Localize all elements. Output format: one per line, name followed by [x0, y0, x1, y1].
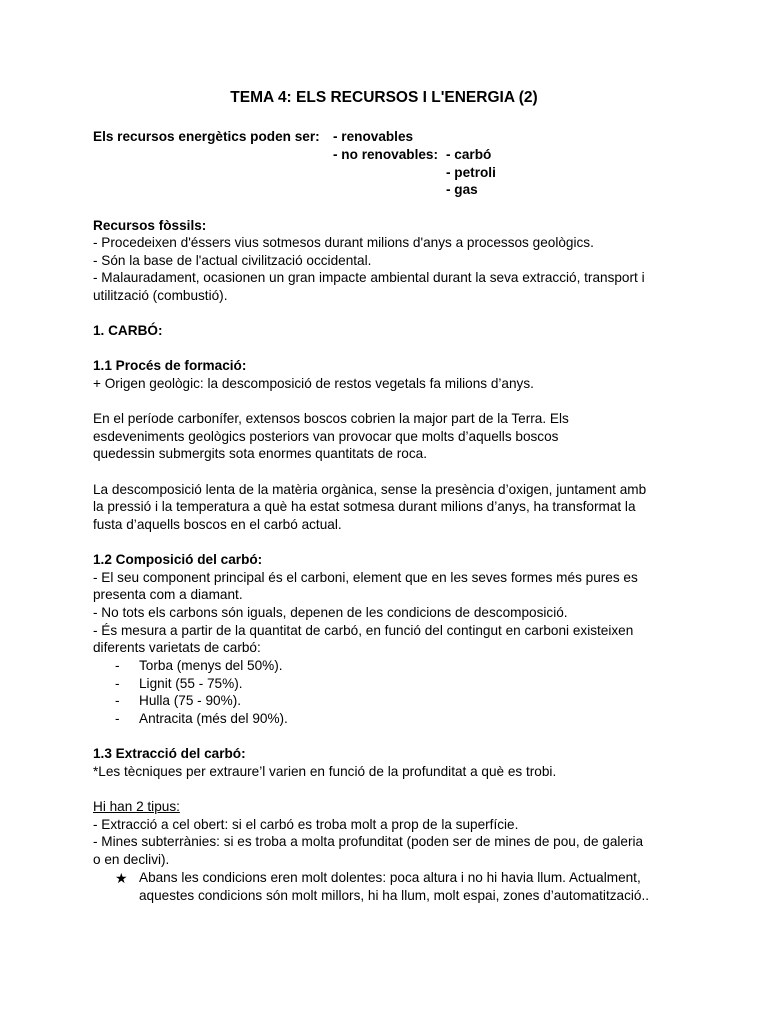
- subsection-heading: 1.2 Composició del carbó:: [93, 552, 263, 567]
- paragraph-line: la pressió i la temperatura a què ha estat sotmesa durant milions d’anys, ha transformat la: [93, 499, 636, 514]
- dash-bullet: -: [115, 693, 120, 708]
- list-item-text: Torba (menys del 50%).: [139, 658, 283, 673]
- fossils-line: utilització (combustió).: [93, 288, 228, 303]
- list-item-text: Hulla (75 - 90%).: [139, 693, 241, 708]
- dash-bullet: -: [115, 676, 120, 691]
- list-item-text: Antracita (més del 90%).: [139, 711, 288, 726]
- paragraph-line: diferents varietats de carbó:: [93, 640, 261, 655]
- types-heading: Hi han 2 tipus:: [93, 799, 180, 814]
- paragraph-line: - Extracció a cel obert: si el carbó es troba molt a prop de la superfície.: [93, 817, 519, 832]
- paragraph-line: esdeveniments geològics posteriors van provocar que molts d’aquells boscos: [93, 429, 559, 444]
- paragraph-line: fusta d’aquells boscos en el carbó actual.: [93, 517, 342, 532]
- dash-bullet: -: [115, 658, 120, 673]
- paragraph-line: o en declivi).: [93, 852, 170, 867]
- intro-non-renewables: - no renovables:: [333, 147, 438, 162]
- fossils-heading: Recursos fòssils:: [93, 218, 207, 233]
- intro-oil: - petroli: [446, 165, 496, 180]
- paragraph-line: presenta com a diamant.: [93, 587, 243, 602]
- star-icon: ★: [115, 870, 128, 886]
- fossils-line: - Malauradament, ocasionen un gran impacte ambiental durant la seva extracció, transport i: [93, 270, 645, 285]
- intro-gas: - gas: [446, 182, 478, 197]
- paragraph-line: + Origen geològic: la descomposició de restos vegetals fa milions d’anys.: [93, 376, 534, 391]
- list-item-text: Lignit (55 - 75%).: [139, 676, 243, 691]
- star-item-text: aquestes condicions són molt millors, hi ha llum, molt espai, zones d’automatització..: [139, 888, 650, 903]
- paragraph-line: - El seu component principal és el carboni, element que en les seves formes més pures es: [93, 570, 638, 585]
- paragraph-line: *Les tècniques per extraure’l varien en funció de la profunditat a què es trobi.: [93, 764, 557, 779]
- paragraph-line: En el període carbonífer, extensos boscos cobrien la major part de la Terra. Els: [93, 411, 569, 426]
- fossils-line: - Procedeixen d'éssers vius sotmesos durant milions d'anys a processos geològics.: [93, 235, 594, 250]
- star-item-text: Abans les condicions eren molt dolentes: poca altura i no hi havia llum. Actualment,: [139, 870, 641, 885]
- paragraph-line: - Mines subterrànies: si es troba a molta profunditat (poden ser de mines de pou, de galeria: [93, 834, 644, 849]
- subsection-heading: 1.3 Extracció del carbó:: [93, 746, 246, 761]
- section-heading: 1. CARBÓ:: [93, 323, 163, 338]
- dash-bullet: -: [115, 711, 120, 726]
- intro-coal: - carbó: [446, 147, 492, 162]
- subsection-heading: 1.1 Procés de formació:: [93, 358, 247, 373]
- paragraph-line: - És mesura a partir de la quantitat de carbó, en funció del contingut en carboni existeixen: [93, 623, 634, 638]
- intro-renewables: - renovables: [333, 129, 414, 144]
- paragraph-line: La descomposició lenta de la matèria orgànica, sense la presència d’oxigen, juntament amb: [93, 482, 647, 497]
- page-title: TEMA 4: ELS RECURSOS I L'ENERGIA (2): [230, 89, 538, 106]
- paragraph-line: - No tots els carbons són iguals, depenen de les condicions de descomposició.: [93, 605, 568, 620]
- fossils-line: - Són la base de l'actual civilització occidental.: [93, 253, 372, 268]
- intro-label: Els recursos energètics poden ser:: [93, 129, 320, 144]
- paragraph-line: quedessin submergits sota enormes quantitats de roca.: [93, 446, 427, 461]
